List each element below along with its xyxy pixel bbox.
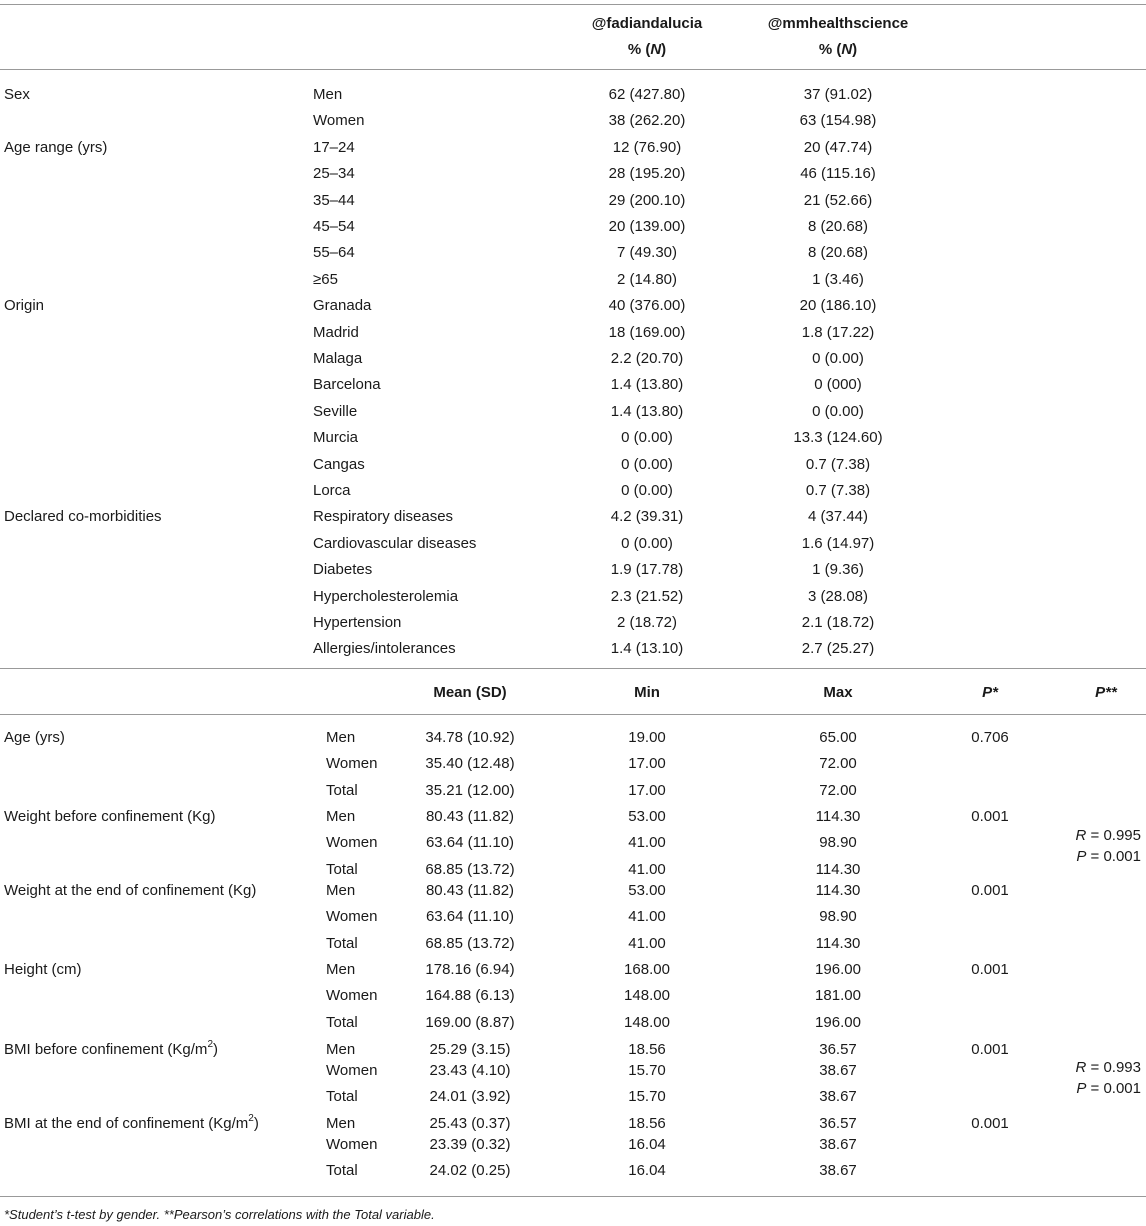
row-group-label: Origin bbox=[4, 297, 45, 314]
correlation-r-weight: R = 0.995 bbox=[1075, 827, 1141, 844]
row-sex-label: Women bbox=[326, 908, 378, 925]
row-group-label: Age range (yrs) bbox=[4, 139, 108, 156]
cell-max: 36.57 bbox=[819, 1041, 857, 1058]
row-sex-label: Total bbox=[326, 782, 358, 799]
cell-mmhealthscience: 20 (186.10) bbox=[799, 297, 877, 314]
cell-min: 148.00 bbox=[624, 1014, 670, 1031]
row-label: 17–24 bbox=[313, 139, 355, 156]
row-label: Murcia bbox=[313, 429, 359, 446]
cell-fadiandalucia: 12 (76.90) bbox=[612, 139, 682, 156]
cell-mmhealthscience: 46 (115.16) bbox=[800, 165, 876, 182]
cell-p-ttest: 0.001 bbox=[971, 1115, 1009, 1132]
row-label: Hypercholesterolemia bbox=[313, 588, 459, 605]
row-label: Diabetes bbox=[313, 561, 373, 578]
bottom-rule bbox=[0, 1196, 1146, 1197]
row-sex-label: Men bbox=[326, 961, 356, 978]
col-header-mmhealthscience-unit: % (N) bbox=[818, 41, 858, 58]
col-header-fadiandalucia: @fadiandalucia bbox=[591, 15, 703, 32]
cell-min: 17.00 bbox=[628, 782, 666, 799]
row-sex-label: Women bbox=[326, 1136, 378, 1153]
cell-mean-sd: 24.01 (3.92) bbox=[429, 1088, 511, 1105]
cell-fadiandalucia: 40 (376.00) bbox=[608, 297, 686, 314]
row-label: ≥65 bbox=[313, 271, 338, 288]
cell-mmhealthscience: 1 (3.46) bbox=[812, 271, 864, 288]
row-label: Malaga bbox=[313, 350, 363, 367]
cell-mmhealthscience: 0 (0.00) bbox=[812, 350, 864, 367]
col-header-fadiandalucia-unit: % (N) bbox=[627, 41, 667, 58]
cell-mean-sd: 169.00 (8.87) bbox=[425, 1014, 515, 1031]
cell-max: 72.00 bbox=[819, 782, 857, 799]
cell-fadiandalucia: 29 (200.10) bbox=[608, 192, 686, 209]
cell-mean-sd: 80.43 (11.82) bbox=[425, 882, 515, 899]
cell-p-ttest: 0.001 bbox=[971, 882, 1009, 899]
cell-min: 16.04 bbox=[628, 1136, 666, 1153]
cell-fadiandalucia: 2 (18.72) bbox=[616, 614, 678, 631]
cell-max: 38.67 bbox=[819, 1062, 857, 1079]
row-sex-label: Total bbox=[326, 1162, 358, 1179]
cell-mean-sd: 164.88 (6.13) bbox=[425, 987, 515, 1004]
cell-min: 41.00 bbox=[628, 935, 666, 952]
cell-max: 72.00 bbox=[819, 755, 857, 772]
cell-fadiandalucia: 1.4 (13.10) bbox=[610, 640, 684, 657]
cell-fadiandalucia: 2.3 (21.52) bbox=[610, 588, 684, 605]
cell-mean-sd: 63.64 (11.10) bbox=[425, 908, 515, 925]
header-rule-2 bbox=[0, 714, 1146, 715]
cell-fadiandalucia: 1.4 (13.80) bbox=[610, 376, 684, 393]
row-sex-label: Men bbox=[326, 808, 356, 825]
cell-fadiandalucia: 2 (14.80) bbox=[616, 271, 678, 288]
correlation-r-bmi: R = 0.993 bbox=[1075, 1059, 1141, 1076]
row-sex-label: Men bbox=[326, 1041, 356, 1058]
cell-max: 114.30 bbox=[815, 882, 861, 899]
cell-max: 181.00 bbox=[815, 987, 861, 1004]
row-label: Madrid bbox=[313, 324, 359, 341]
correlation-p-weight: P = 0.001 bbox=[1076, 848, 1141, 865]
row-group-label: Sex bbox=[4, 86, 30, 103]
col-header-p-pearson: P** bbox=[1095, 684, 1117, 701]
cell-mean-sd: 24.02 (0.25) bbox=[429, 1162, 511, 1179]
section-label: Age (yrs) bbox=[4, 729, 65, 746]
cell-mmhealthscience: 37 (91.02) bbox=[803, 86, 873, 103]
cell-min: 53.00 bbox=[628, 882, 666, 899]
cell-mmhealthscience: 2.7 (25.27) bbox=[801, 640, 875, 657]
cell-min: 19.00 bbox=[628, 729, 666, 746]
cell-mmhealthscience: 0 (0.00) bbox=[812, 403, 864, 420]
cell-mean-sd: 25.43 (0.37) bbox=[429, 1115, 511, 1132]
row-label: Respiratory diseases bbox=[313, 508, 454, 525]
row-sex-label: Total bbox=[326, 1088, 358, 1105]
cell-min: 15.70 bbox=[628, 1062, 666, 1079]
cell-fadiandalucia: 28 (195.20) bbox=[608, 165, 686, 182]
col-header-p-ttest: P* bbox=[982, 684, 998, 701]
row-sex-label: Women bbox=[326, 755, 378, 772]
row-sex-label: Total bbox=[326, 1014, 358, 1031]
col-header-min: Min bbox=[634, 684, 660, 701]
cell-p-ttest: 0.001 bbox=[971, 808, 1009, 825]
cell-fadiandalucia: 2.2 (20.70) bbox=[610, 350, 684, 367]
row-label: 45–54 bbox=[313, 218, 355, 235]
cell-max: 38.67 bbox=[819, 1136, 857, 1153]
row-group-label: Declared co-morbidities bbox=[4, 508, 162, 525]
cell-fadiandalucia: 4.2 (39.31) bbox=[610, 508, 684, 525]
cell-max: 196.00 bbox=[815, 1014, 861, 1031]
cell-mmhealthscience: 63 (154.98) bbox=[799, 112, 877, 129]
cell-min: 15.70 bbox=[628, 1088, 666, 1105]
row-sex-label: Women bbox=[326, 1062, 378, 1079]
section-label: BMI before confinement $(Kg/m^2)$ bbox=[4, 1039, 218, 1058]
row-sex-label: Men bbox=[326, 1115, 356, 1132]
cell-p-ttest: 0.001 bbox=[971, 1041, 1009, 1058]
cell-max: 65.00 bbox=[819, 729, 857, 746]
cell-min: 148.00 bbox=[624, 987, 670, 1004]
row-label: Men bbox=[313, 86, 343, 103]
cell-mmhealthscience: 13.3 (124.60) bbox=[793, 429, 883, 446]
table-footnote: *Student’s t-test by gender. **Pearson’s correlations with the Total variable. bbox=[4, 1207, 435, 1222]
cell-fadiandalucia: 0 (0.00) bbox=[621, 535, 673, 552]
cell-min: 53.00 bbox=[628, 808, 666, 825]
cell-max: 196.00 bbox=[815, 961, 861, 978]
row-label: Barcelona bbox=[313, 376, 381, 393]
row-sex-label: Women bbox=[326, 987, 378, 1004]
section-label: Height (cm) bbox=[4, 961, 82, 978]
row-label: 25–34 bbox=[313, 165, 355, 182]
header-rule bbox=[0, 69, 1146, 70]
cell-mmhealthscience: 1.6 (14.97) bbox=[801, 535, 875, 552]
cell-mean-sd: 34.78 (10.92) bbox=[425, 729, 515, 746]
row-label: Seville bbox=[313, 403, 358, 420]
correlation-p-bmi: P = 0.001 bbox=[1076, 1080, 1141, 1097]
cell-max: 114.30 bbox=[815, 861, 861, 878]
cell-mean-sd: 23.43 (4.10) bbox=[429, 1062, 511, 1079]
row-label: 55–64 bbox=[313, 244, 355, 261]
cell-mean-sd: 25.29 (3.15) bbox=[429, 1041, 511, 1058]
cell-max: 98.90 bbox=[819, 908, 857, 925]
cell-fadiandalucia: 20 (139.00) bbox=[608, 218, 686, 235]
cell-mmhealthscience: 0 (000) bbox=[814, 376, 862, 393]
cell-max: 98.90 bbox=[819, 834, 857, 851]
cell-mmhealthscience: 20 (47.74) bbox=[803, 139, 873, 156]
col-header-mean-sd: Mean (SD) bbox=[433, 684, 507, 701]
cell-mmhealthscience: 8 (20.68) bbox=[807, 244, 869, 261]
cell-max: 114.30 bbox=[815, 935, 861, 952]
row-sex-label: Total bbox=[326, 935, 358, 952]
cell-fadiandalucia: 1.9 (17.78) bbox=[610, 561, 684, 578]
cell-fadiandalucia: 38 (262.20) bbox=[608, 112, 686, 129]
cell-mmhealthscience: 21 (52.66) bbox=[803, 192, 873, 209]
cell-fadiandalucia: 0 (0.00) bbox=[621, 482, 673, 499]
cell-mmhealthscience: 1.8 (17.22) bbox=[801, 324, 875, 341]
cell-mmhealthscience: 2.1 (18.72) bbox=[801, 614, 875, 631]
cell-mmhealthscience: 8 (20.68) bbox=[807, 218, 869, 235]
cell-mean-sd: 23.39 (0.32) bbox=[429, 1136, 511, 1153]
cell-max: 38.67 bbox=[819, 1088, 857, 1105]
cell-mean-sd: 178.16 (6.94) bbox=[425, 961, 515, 978]
top-rule bbox=[0, 4, 1146, 5]
cell-fadiandalucia: 62 (427.80) bbox=[608, 86, 686, 103]
row-label: Lorca bbox=[313, 482, 351, 499]
row-sex-label: Women bbox=[326, 834, 378, 851]
cell-p-ttest: 0.001 bbox=[971, 961, 1009, 978]
cell-fadiandalucia: 18 (169.00) bbox=[608, 324, 686, 341]
cell-fadiandalucia: 7 (49.30) bbox=[616, 244, 678, 261]
cell-min: 17.00 bbox=[628, 755, 666, 772]
row-label: Hypertension bbox=[313, 614, 402, 631]
cell-mean-sd: 68.85 (13.72) bbox=[425, 935, 515, 952]
cell-min: 16.04 bbox=[628, 1162, 666, 1179]
row-label: Cangas bbox=[313, 456, 365, 473]
cell-mean-sd: 63.64 (11.10) bbox=[425, 834, 515, 851]
section-label: Weight before confinement (Kg) bbox=[4, 808, 216, 825]
cell-max: 38.67 bbox=[819, 1162, 857, 1179]
cell-fadiandalucia: 0 (0.00) bbox=[621, 429, 673, 446]
col-header-mmhealthscience: @mmhealthscience bbox=[767, 15, 909, 32]
cell-mean-sd: 35.40 (12.48) bbox=[425, 755, 515, 772]
col-header-max: Max bbox=[823, 684, 853, 701]
row-label: Granada bbox=[313, 297, 372, 314]
cell-min: 41.00 bbox=[628, 834, 666, 851]
row-label: Women bbox=[313, 112, 365, 129]
row-label: Cardiovascular diseases bbox=[313, 535, 477, 552]
cell-min: 18.56 bbox=[628, 1041, 666, 1058]
cell-min: 41.00 bbox=[628, 908, 666, 925]
cell-mean-sd: 80.43 (11.82) bbox=[425, 808, 515, 825]
row-label: Allergies/intolerances bbox=[313, 640, 456, 657]
cell-min: 41.00 bbox=[628, 861, 666, 878]
cell-mmhealthscience: 0.7 (7.38) bbox=[805, 456, 871, 473]
cell-min: 18.56 bbox=[628, 1115, 666, 1132]
mid-rule bbox=[0, 668, 1146, 669]
cell-fadiandalucia: 0 (0.00) bbox=[621, 456, 673, 473]
cell-max: 114.30 bbox=[815, 808, 861, 825]
row-sex-label: Total bbox=[326, 861, 358, 878]
row-sex-label: Men bbox=[326, 729, 356, 746]
cell-mmhealthscience: 1 (9.36) bbox=[812, 561, 864, 578]
cell-max: 36.57 bbox=[819, 1115, 857, 1132]
section-label: Weight at the end of confinement (Kg) bbox=[4, 882, 257, 899]
row-sex-label: Men bbox=[326, 882, 356, 899]
section-label: BMI at the end of confinement $(Kg/m^2)$ bbox=[4, 1113, 259, 1132]
cell-mmhealthscience: 3 (28.08) bbox=[807, 588, 869, 605]
cell-fadiandalucia: 1.4 (13.80) bbox=[610, 403, 684, 420]
cell-mean-sd: 35.21 (12.00) bbox=[425, 782, 515, 799]
cell-min: 168.00 bbox=[624, 961, 670, 978]
cell-mmhealthscience: 0.7 (7.38) bbox=[805, 482, 871, 499]
row-label: 35–44 bbox=[313, 192, 355, 209]
cell-p-ttest: 0.706 bbox=[971, 729, 1009, 746]
cell-mmhealthscience: 4 (37.44) bbox=[807, 508, 869, 525]
cell-mean-sd: 68.85 (13.72) bbox=[425, 861, 515, 878]
